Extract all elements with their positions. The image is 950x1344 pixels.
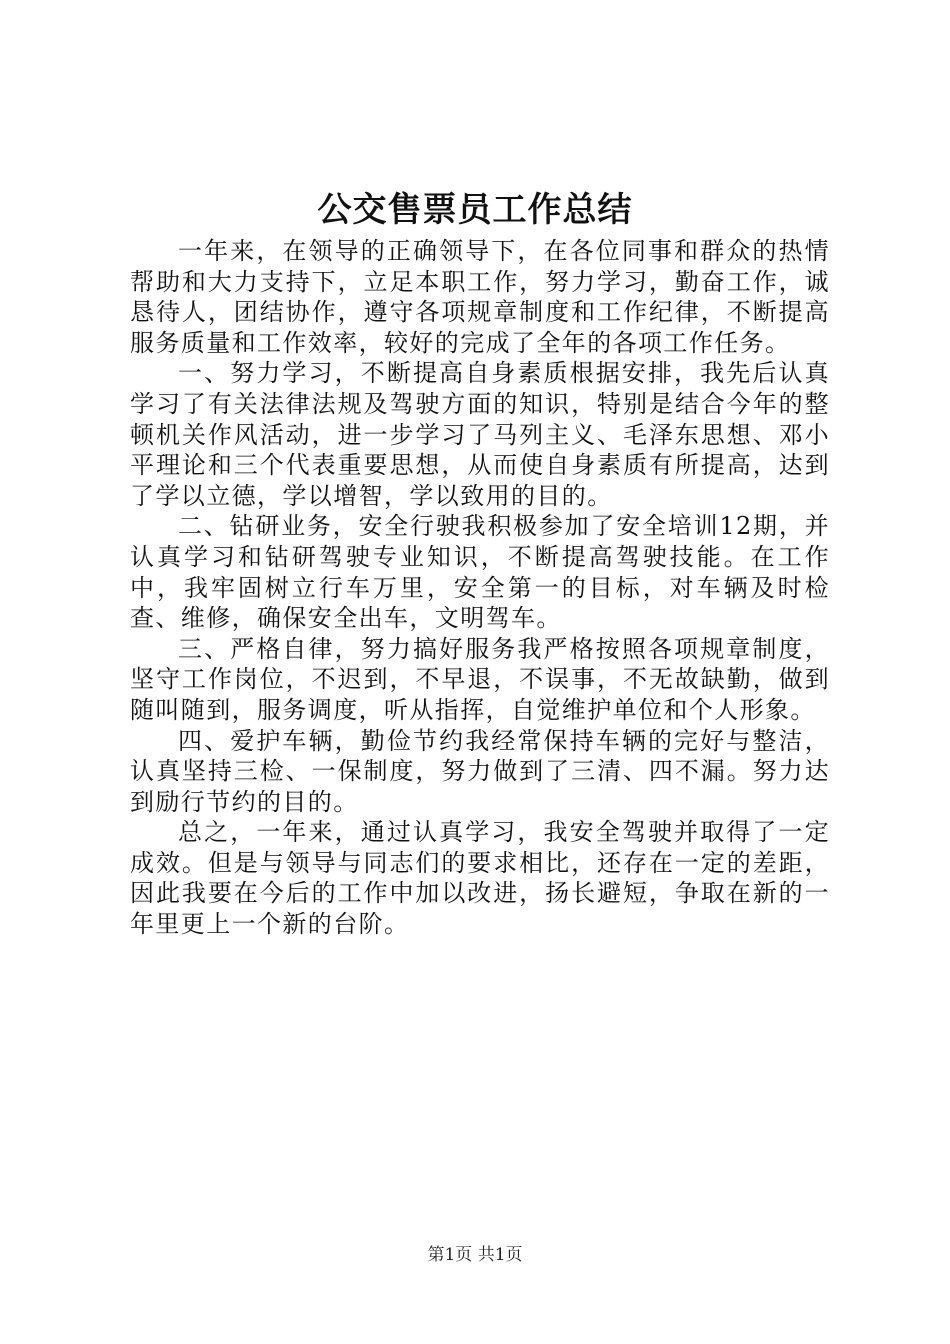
paragraph-conclusion: 总之，一年来，通过认真学习，我安全驾驶并取得了一定成效。但是与领导与同志们的要求相比，还存在一定的差距，因此我要在今后的工作中加以改进，扬长避短，争取在新的一年里更上一个新的台阶。 <box>130 818 830 939</box>
paragraph-study: 一、努力学习，不断提高自身素质根据安排，我先后认真学习了有关法律法规及驾驶方面的知识，特别是结合今年的整顿机关作风活动，进一步学习了马列主义、毛泽东思想、邓小平理论和三个代表重要思想，从而使自身素质有所提高，达到了学以立德，学以增智，学以致用的目的。 <box>130 359 830 510</box>
document-title: 公交售票员工作总结 <box>317 190 633 230</box>
page-footer: 第1页 共1页 <box>427 1245 523 1265</box>
document-body <box>130 236 830 940</box>
paragraph-intro: 一年来，在领导的正确领导下，在各位同事和群众的热情帮助和大力支持下，立足本职工作，努力学习，勤奋工作，诚恳待人，团结协作，遵守各项规章制度和工作纪律，不断提高服务质量和工作效率，较好的完成了全年的各项工作任务。 <box>130 237 830 357</box>
paragraph-vehicle-care: 四、爱护车辆，勤俭节约我经常保持车辆的完好与整洁，认真坚持三检、一保制度，努力做到了三清、四不漏。努力达到励行节约的目的。 <box>130 726 830 816</box>
paragraph-business: 二、钻研业务，安全行驶我积极参加了安全培训12期，并认真学习和钻研驾驶专业知识，不断提高驾驶技能。在工作中，我牢固树立行车万里，安全第一的目标，对车辆及时检查、维修，确保安全出车，文明驾车。 <box>130 512 830 633</box>
paragraph-discipline: 三、严格自律，努力搞好服务我严格按照各项规章制度，坚守工作岗位，不迟到，不早退，不误事，不无故缺勤，做到随叫随到，服务调度，听从指挥，自觉维护单位和个人形象。 <box>130 634 830 724</box>
